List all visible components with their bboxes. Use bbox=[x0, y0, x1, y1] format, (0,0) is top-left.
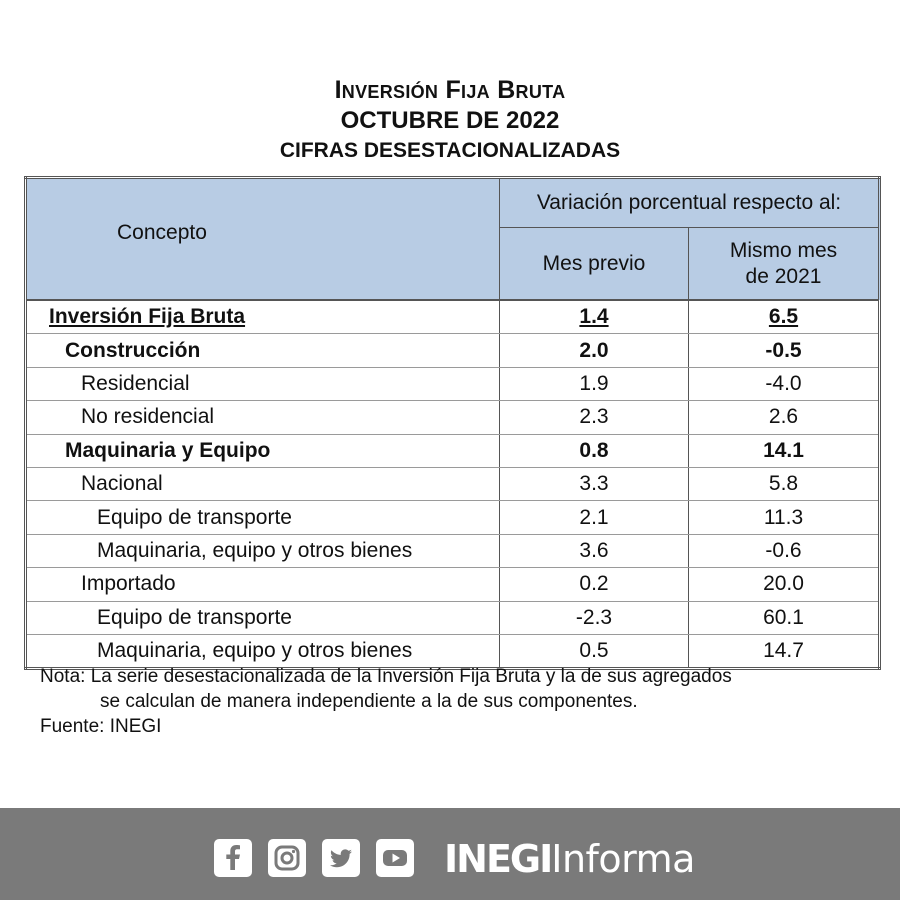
row-label: Maquinaria, equipo y otros bienes bbox=[26, 534, 500, 567]
table-body bbox=[26, 300, 880, 669]
header-mismo-mes-line1: Mismo mes bbox=[729, 238, 838, 262]
row-mes-previo: 2.3 bbox=[500, 401, 689, 434]
header-variacion: Variación porcentual respecto al: bbox=[500, 178, 880, 228]
row-mismo-mes: -4.0 bbox=[689, 367, 880, 400]
row-label: Equipo de transporte bbox=[26, 601, 500, 634]
table-row bbox=[26, 501, 880, 534]
row-mismo-mes: -0.5 bbox=[689, 334, 880, 367]
row-mes-previo: 2.1 bbox=[500, 501, 689, 534]
data-table bbox=[24, 176, 881, 670]
table-header bbox=[26, 178, 880, 301]
row-label: Maquinaria, equipo y otros bienes bbox=[26, 634, 500, 668]
inegi-informa-logo bbox=[444, 836, 695, 883]
brand-informa: Informa bbox=[551, 837, 695, 881]
table-row bbox=[26, 568, 880, 601]
row-mismo-mes: 5.8 bbox=[689, 467, 880, 500]
row-mes-previo: -2.3 bbox=[500, 601, 689, 634]
twitter-icon[interactable] bbox=[322, 839, 360, 877]
row-mes-previo: 1.4 bbox=[500, 300, 689, 334]
row-mismo-mes: 14.7 bbox=[689, 634, 880, 668]
table-row bbox=[26, 334, 880, 367]
note-line-2: se calculan de manera independiente a la de sus componentes. bbox=[100, 691, 638, 712]
brand-inegi: INEGI bbox=[444, 837, 552, 881]
document-title bbox=[0, 74, 900, 166]
row-mes-previo: 0.5 bbox=[500, 634, 689, 668]
row-mes-previo: 1.9 bbox=[500, 367, 689, 400]
row-mes-previo: 3.6 bbox=[500, 534, 689, 567]
row-mismo-mes: 2.6 bbox=[689, 401, 880, 434]
row-label: Importado bbox=[26, 568, 500, 601]
row-mismo-mes: 20.0 bbox=[689, 568, 880, 601]
title-main: Inversión Fija Bruta bbox=[334, 76, 566, 104]
header-concepto: Concepto bbox=[26, 178, 500, 301]
table-row bbox=[26, 367, 880, 400]
row-mismo-mes: 14.1 bbox=[689, 434, 880, 467]
footer-bar bbox=[0, 808, 900, 900]
source-line: Fuente: INEGI bbox=[40, 716, 162, 737]
row-mismo-mes: -0.6 bbox=[689, 534, 880, 567]
facebook-icon[interactable] bbox=[214, 839, 252, 877]
row-label: Maquinaria y Equipo bbox=[26, 434, 500, 467]
youtube-icon[interactable] bbox=[376, 839, 414, 877]
row-label: Nacional bbox=[26, 467, 500, 500]
table-row bbox=[26, 434, 880, 467]
table-row bbox=[26, 401, 880, 434]
row-mismo-mes: 60.1 bbox=[689, 601, 880, 634]
row-mismo-mes: 6.5 bbox=[689, 300, 880, 334]
title-period: OCTUBRE DE 2022 bbox=[340, 107, 560, 134]
row-mes-previo: 3.3 bbox=[500, 467, 689, 500]
instagram-icon[interactable] bbox=[268, 839, 306, 877]
row-label: Equipo de transporte bbox=[26, 501, 500, 534]
row-label: No residencial bbox=[26, 401, 500, 434]
header-mismo-mes bbox=[689, 228, 880, 300]
table-row bbox=[26, 601, 880, 634]
note-block bbox=[40, 664, 870, 739]
note-line-1: Nota: La serie desestacionalizada de la Inversión Fija Bruta y la de sus agregados bbox=[40, 666, 732, 687]
social-icons bbox=[214, 839, 414, 877]
row-mismo-mes: 11.3 bbox=[689, 501, 880, 534]
table-row bbox=[26, 534, 880, 567]
row-label: Construcción bbox=[26, 334, 500, 367]
row-label: Inversión Fija Bruta bbox=[26, 300, 500, 334]
row-mes-previo: 0.2 bbox=[500, 568, 689, 601]
title-subtitle: CIFRAS DESESTACIONALIZADAS bbox=[279, 139, 621, 162]
header-mes-previo: Mes previo bbox=[500, 228, 689, 300]
table-row bbox=[26, 300, 880, 334]
row-mes-previo: 0.8 bbox=[500, 434, 689, 467]
header-mismo-mes-line2: de 2021 bbox=[745, 264, 822, 288]
table-row bbox=[26, 467, 880, 500]
row-label: Residencial bbox=[26, 367, 500, 400]
row-mes-previo: 2.0 bbox=[500, 334, 689, 367]
